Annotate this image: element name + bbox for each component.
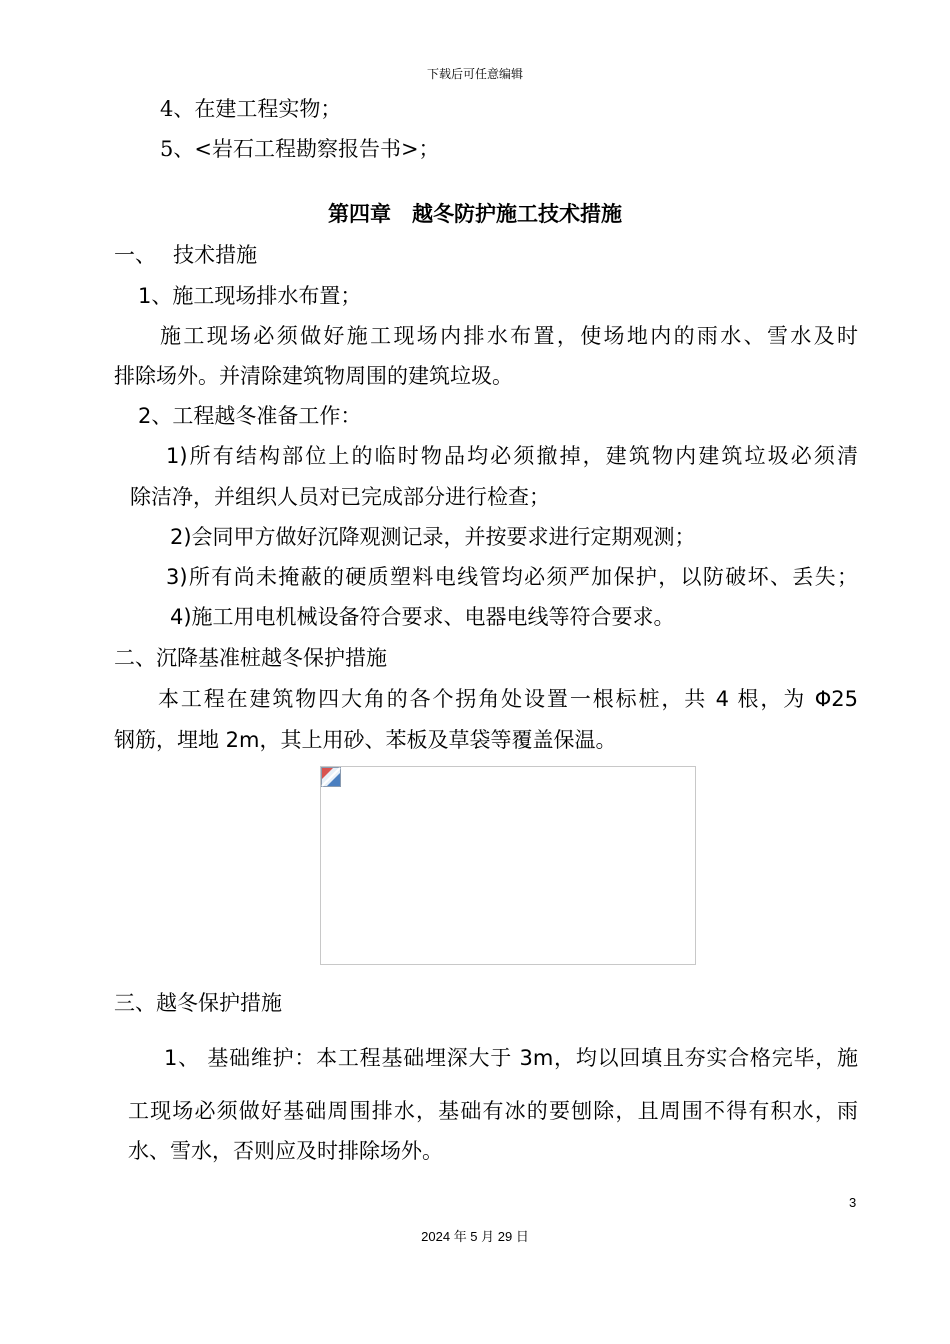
list-item: 1)所有结构部位上的临时物品均必须撤掉，建筑物内建筑垃圾必须清 (166, 444, 858, 468)
paragraph-line: 钢筋，埋地 2m，其上用砂、苯板及草袋等覆盖保温。 (114, 728, 617, 752)
paragraph-line: 施工现场必须做好施工现场内排水布置，使场地内的雨水、雪水及时 (160, 324, 858, 348)
section-1-title: 一、 技术措施 (114, 243, 258, 267)
list-item: 4)施工用电机械设备符合要求、电器电线等符合要求。 (170, 605, 675, 629)
paragraph-line: 1、 基础维护：本工程基础埋深大于 3m，均以回填且夯实合格完毕，施 (164, 1046, 858, 1070)
paragraph-line: 本工程在建筑物四大角的各个拐角处设置一根标桩，共 4 根，为 Φ25 (158, 687, 858, 711)
subsection-2-title: 2、工程越冬准备工作： (138, 404, 362, 428)
chapter-title: 第四章 越冬防护施工技术措施 (328, 202, 622, 226)
list-item: 2)会同甲方做好沉降观测记录，并按要求进行定期观测； (170, 525, 696, 549)
section-2-title: 二、沉降基准桩越冬保护措施 (114, 646, 387, 670)
page-footer-date: 2024 年 5 月 29 日 (421, 1229, 529, 1244)
paragraph-line: 水、雪水，否则应及时排除场外。 (128, 1139, 443, 1163)
page-number: 3 (849, 1195, 857, 1210)
broken-image-icon (321, 767, 341, 787)
list-item-continuation: 除洁净，并组织人员对已完成部分进行检查； (130, 485, 550, 509)
list-item-5: 5、<岩石工程勘察报告书>； (160, 137, 440, 161)
page-header: 下载后可任意编辑 (426, 67, 523, 81)
subsection-1-title: 1、施工现场排水布置； (138, 284, 362, 308)
section-3-title: 三、越冬保护措施 (114, 991, 282, 1015)
embedded-figure (320, 766, 696, 965)
list-item-4: 4、在建工程实物； (160, 97, 342, 121)
paragraph-line: 排除场外。并清除建筑物周围的建筑垃圾。 (114, 364, 513, 388)
paragraph-line: 工现场必须做好基础周围排水，基础有冰的要刨除，且周围不得有积水，雨 (128, 1099, 858, 1123)
list-item: 3)所有尚未掩蔽的硬质塑料电线管均必须严加保护，以防破坏、丢失； (166, 565, 858, 589)
